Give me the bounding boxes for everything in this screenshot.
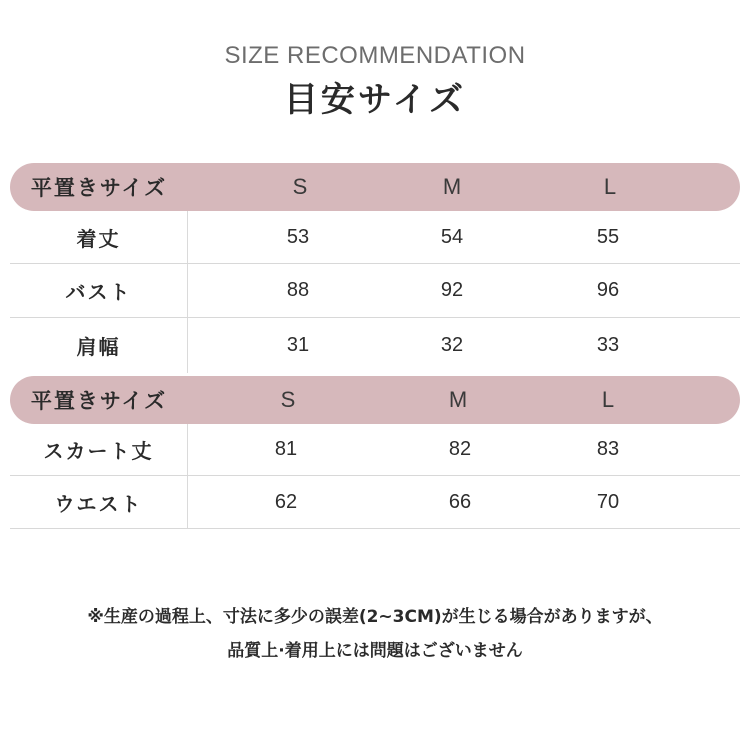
- cell-s: 53: [286, 225, 310, 248]
- cell-l: 55: [596, 225, 620, 248]
- page-title: 目安サイズ: [283, 80, 467, 120]
- header-size-l: L: [603, 174, 617, 199]
- note-line-1: ※生産の過程上、寸法に多少の誤差(2~3CM)が生じる場合がありますが、: [87, 607, 663, 627]
- cell-m: 82: [448, 438, 472, 460]
- cell-m: 54: [440, 225, 464, 248]
- table-row: [10, 211, 740, 264]
- row-label: 肩幅: [76, 335, 121, 359]
- header-label: 平置きサイズ: [30, 176, 168, 200]
- cell-m: 66: [448, 490, 472, 513]
- cell-l: 96: [596, 279, 620, 301]
- page-subtitle: SIZE RECOMMENDATION: [224, 42, 526, 69]
- row-label: バスト: [65, 280, 132, 304]
- row-label: ウエスト: [54, 491, 143, 516]
- table-header-band: [10, 376, 740, 424]
- cell-m: 92: [440, 279, 464, 301]
- row-label: スカート丈: [43, 439, 154, 463]
- cell-l: 33: [596, 334, 620, 356]
- table-row: [10, 318, 740, 373]
- header-size-s: S: [292, 174, 308, 199]
- header-size-l: L: [601, 387, 615, 412]
- table-row: [10, 424, 740, 476]
- table-row: [10, 264, 740, 318]
- header-size-m: M: [448, 387, 468, 412]
- cell-s: 88: [286, 279, 310, 301]
- header-size-s: S: [280, 387, 296, 412]
- cell-s: 31: [286, 334, 310, 356]
- cell-l: 70: [596, 490, 620, 513]
- cell-m: 32: [440, 334, 464, 356]
- table-row: [10, 476, 740, 529]
- header-size-m: M: [442, 174, 462, 199]
- row-label: 着丈: [76, 226, 121, 251]
- table-header-band: [10, 163, 740, 211]
- header-label: 平置きサイズ: [30, 389, 168, 413]
- cell-s: 81: [274, 438, 298, 460]
- cell-l: 83: [596, 438, 620, 460]
- cell-s: 62: [274, 490, 298, 513]
- note-line-2: 品質上·着用上には問題はございません: [227, 641, 523, 661]
